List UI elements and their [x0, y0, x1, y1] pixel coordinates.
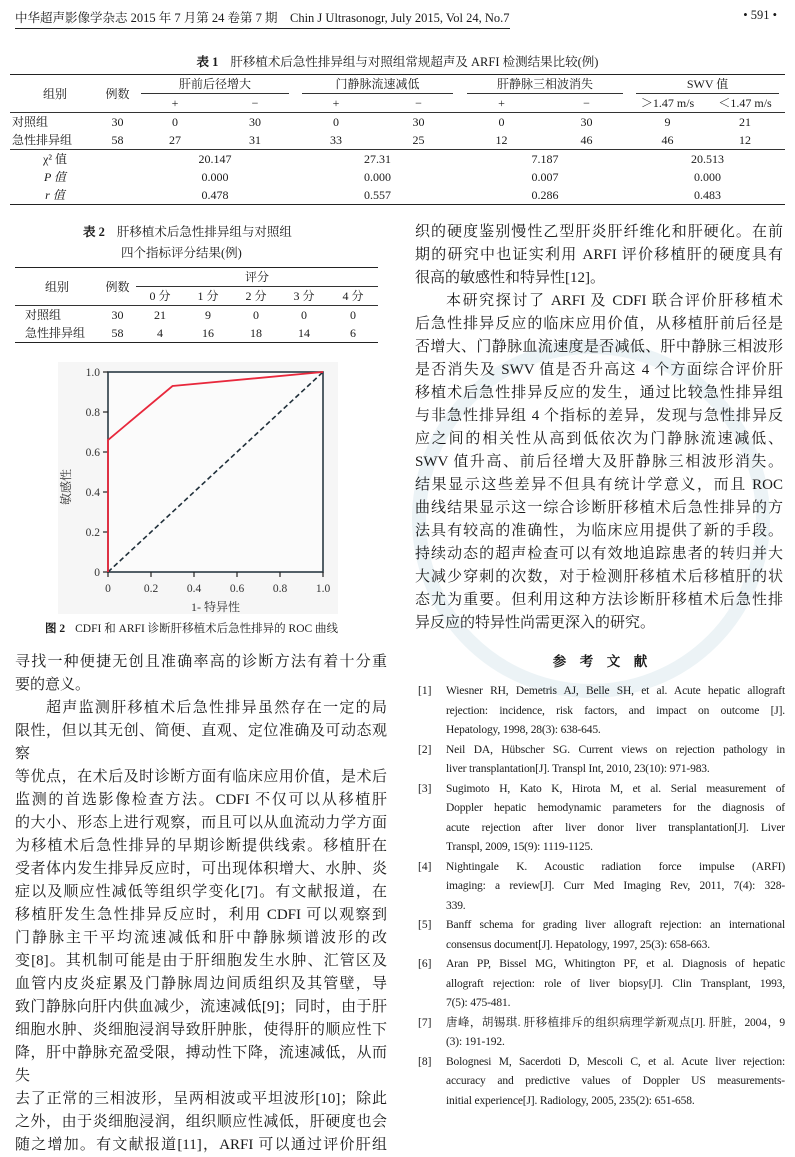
reference-number: [3]: [418, 782, 432, 795]
text-line: 的大小、形态上进行观察，而且可以从血流动力学方面: [15, 815, 387, 831]
cell: 30: [543, 113, 630, 132]
cell: 21: [136, 306, 184, 325]
row-label: 急性排异组: [25, 326, 86, 340]
text-line: 要的意义。: [15, 677, 91, 693]
text-line: SWV 值升高、前后径增大及肝静脉三相波形消失。: [415, 454, 783, 470]
reference-line: Aran PP, Bissel MG, Whitington PF, et al. Diagnosis of hepatic: [446, 958, 785, 970]
cell: 30: [377, 113, 460, 132]
figure-caption-text: CDFI 和 ARFI 诊断肝移植术后急性排异的 ROC 曲线: [75, 623, 339, 635]
table1-label: 表 1: [196, 55, 219, 69]
cell: 27.31: [295, 150, 460, 169]
y-tick-label: 0.2: [85, 527, 100, 539]
text-line: 法具有较高的准确性，为临床应用提供了新的手段。: [415, 523, 783, 539]
text-line: 期的研究中也证实利用 ARFI 评价移植肝的硬度具有: [415, 247, 783, 263]
reference-text: [446, 780, 785, 858]
sub-header: +: [171, 96, 179, 110]
sub-header: +: [498, 96, 505, 110]
text-line: 异反应的特异性尚需更深入的研究。: [415, 615, 656, 631]
row-label: r 值: [45, 188, 65, 202]
table1-caption: 肝移植术后急性排异组与对照组常规超声及 ARFI 检测结果比较(例): [230, 55, 599, 69]
cell: 0: [328, 306, 378, 325]
reference-line: Transpl, 2009, 15(9): 1119-1125.: [446, 841, 593, 853]
text-line: 门静脉主干平均流速减低和肝中静脉频谱波形的改: [15, 930, 387, 946]
reference-item: [418, 858, 785, 917]
cell: 12: [739, 133, 752, 147]
cell: 21: [705, 113, 785, 132]
text-line: 后急性排异反应的临床应用价值，从移植肝前后径是: [415, 316, 783, 332]
row-label: 急性排异组: [12, 133, 73, 147]
text-line: 曲线结果显示这一综合诊断肝移植术后急性排异的方: [415, 500, 783, 516]
text-line: 持续动态的超声检查可以有效地追踪患者的转归并大: [415, 546, 783, 562]
text-line: 降，肝中静脉充盈受限，搏动性下降，流速减低，从而失: [15, 1045, 387, 1084]
cell: 0: [280, 306, 328, 325]
reference-item: [418, 682, 785, 741]
cell: 25: [412, 133, 425, 147]
right-column-text: [415, 221, 783, 635]
reference-line: accuracy and predictive values of Doppler US measurements-: [446, 1075, 785, 1087]
reference-number: [8]: [418, 1055, 432, 1068]
sub-header: −: [415, 96, 422, 110]
figure-caption: [45, 620, 338, 636]
reference-line: rejection: incidence, risk factors, and impact on outcome [J].: [446, 704, 785, 717]
cell: 0.000: [364, 170, 392, 184]
text-line: 随之增加。有文献报道[11]，ARFI 可以通过评价肝组: [15, 1137, 387, 1153]
group4-label: SWV 值: [636, 75, 779, 94]
text-line: 寻找一种便捷无创且准确率高的诊断方法有着十分重: [15, 654, 387, 670]
cell: 20.513: [630, 150, 785, 169]
reference-number: [1]: [418, 685, 432, 697]
reference-number: [5]: [418, 919, 432, 931]
cell: 0.000: [694, 170, 722, 184]
text-line: 症以及顺应性减低等组织学变化[7]。有文献报道，在: [15, 884, 387, 900]
sub-header: −: [583, 96, 590, 110]
text-line: 血管内皮炎症累及门静脉周边间质组织及其管壁，导: [15, 976, 387, 992]
cell: 30: [100, 113, 135, 132]
x-tick-label: 0.8: [272, 583, 288, 595]
reference-line: Doppler hepatic hemodynamic parameters for the diagnosis of: [446, 802, 785, 814]
text-line: 是否消失及 SWV 值是否升高这 4 个方面综合评价肝: [415, 362, 783, 378]
cell: 0.557: [364, 188, 392, 202]
cell: 27: [169, 133, 181, 147]
reference-item: [418, 1014, 785, 1053]
x-tick-label: 1.0: [315, 583, 331, 595]
sub-header: 0 分: [149, 289, 171, 303]
text-line: 受者体内发生排异反应时，可出现体积增大、水肿、炎: [15, 861, 387, 877]
cell: 0: [460, 113, 543, 132]
roc-chart: [0, 0, 400, 640]
reference-line: 唐峰，胡锡琪. 肝移植排斥的组织病理学新观点[J]. 肝脏，2004，9: [446, 1016, 785, 1029]
text-line: 大减少穿刺的次数，对于检测肝移植术后移植肝的状: [415, 569, 783, 585]
row-label: χ² 值: [10, 150, 100, 169]
sub-header: ＜1.47 m/s: [718, 96, 772, 110]
cell: 0.483: [694, 188, 722, 202]
col-header-group4: [630, 75, 785, 95]
cell: 0.286: [531, 188, 559, 202]
x-tick-label: 0.2: [143, 583, 159, 595]
table2-label: 表 2: [83, 225, 105, 239]
text-line: 细胞水肿、炎细胞浸润导致肝肿胀，使得肝的顺应性下: [15, 1022, 387, 1038]
text-line: 态尤为重要。但利用这种方法诊断肝移植术后急性排: [415, 592, 783, 608]
x-tick-label: 0.6: [229, 583, 245, 595]
cell: 16: [202, 326, 214, 340]
reference-number: [7]: [418, 1016, 432, 1029]
x-tick-label: 0: [105, 583, 111, 595]
reference-line: Sugimoto H, Kato K, Hirota M, et al. Serial measurement of: [446, 782, 785, 795]
text-line: 结果显示这些差异不但具有统计学意义，而且 ROC: [415, 477, 783, 493]
cell: 30: [215, 113, 295, 132]
text-line: 超声监测肝移植术后急性排异虽然存在一定的局: [46, 700, 387, 716]
reference-text: [446, 858, 785, 917]
cell: 12: [495, 133, 508, 147]
cell: 0.007: [531, 170, 559, 184]
cell: 0: [295, 113, 377, 132]
reference-text: [446, 1053, 785, 1112]
reference-text: [446, 916, 785, 955]
reference-number: [4]: [418, 860, 432, 873]
sub-header: 2 分: [245, 289, 267, 303]
cell: 4: [157, 326, 163, 340]
reference-line: allograft rejection: role of liver biopsy[J]. Clin Transplant, 1993,: [446, 977, 785, 990]
text-line: 之外，由于炎细胞浸润，组织顺应性减低，肝硬度也会: [15, 1114, 387, 1130]
col-header-n: 例数: [105, 86, 130, 101]
y-tick-label: 0.6: [85, 447, 100, 459]
cell: 0.000: [201, 170, 229, 184]
reference-text: [446, 1014, 785, 1053]
col-header-n: 例数: [105, 279, 130, 294]
reference-item: [418, 1053, 785, 1112]
cell: 7.187: [460, 150, 630, 169]
reference-line: 339.: [446, 899, 466, 912]
reference-list: [418, 682, 785, 1111]
sub-header: −: [251, 96, 259, 110]
col-header-score: 评分: [136, 268, 378, 287]
cell: 9: [184, 306, 232, 325]
text-line: 监测的首选影像检查方法。CDFI 不仅可以从移植肝: [15, 792, 387, 808]
reference-item: [418, 916, 785, 955]
reference-line: Banff schema for grading liver allograft rejection: an international: [446, 919, 785, 931]
text-line: 为移植术后急性排异的早期诊断提供线索。移植肝在: [15, 838, 387, 854]
cell: 9: [630, 113, 705, 132]
cell: 58: [111, 133, 124, 147]
text-line: 织的硬度鉴别慢性乙型肝炎肝纤维化和肝硬化。在前: [415, 224, 783, 240]
reference-line: 7(5): 475-481.: [446, 997, 511, 1009]
reference-text: [446, 682, 785, 741]
running-header: 中华超声影像学杂志 2015 年 7 月第 24 卷第 7 期 Chin J Ultrasonogr, July 2015, Vol 24, No.7: [15, 8, 510, 29]
reference-item: [418, 780, 785, 858]
text-line: 否增大、门静脉血流速度是否减低、肝中静脉三相波形: [415, 339, 783, 355]
row-label: 对照组: [15, 306, 99, 325]
text-line: 与非急性排异组 4 个指标的差异，发现与急性排异反: [415, 408, 783, 424]
y-tick-label: 0.4: [85, 487, 100, 499]
text-line: 很高的敏感性和特异性[12]。: [415, 270, 605, 286]
y-tick-label: 0: [94, 567, 100, 579]
cell: 6: [350, 326, 357, 340]
row-label: 对照组: [10, 113, 100, 132]
sub-header: 1 分: [197, 289, 219, 303]
reference-line: initial experience[J]. Radiology, 2005, 235(2): 651-658.: [446, 1094, 695, 1107]
sub-header: 4 分: [342, 289, 364, 303]
text-line: 变[8]。其机制可能是由于肝细胞发生水肿、汇管区及: [15, 953, 387, 969]
reference-line: Hepatology, 1998, 28(3): 638-645.: [446, 724, 601, 736]
group1-label: 肝前后径增大: [141, 75, 288, 94]
cell: 18: [250, 326, 262, 340]
cell: 46: [580, 133, 593, 147]
reference-item: [418, 955, 785, 1014]
left-column-text: [15, 651, 387, 1157]
row-label: P 值: [43, 170, 67, 184]
text-line: 移植肝发生急性排异反应时，利用 CDFI 可以观察到: [15, 907, 387, 923]
reference-line: acute rejection after liver donor liver transplantation[J]. Liver: [446, 821, 785, 834]
col-header-group: 组别: [44, 279, 69, 294]
x-axis-label: 1- 特异性: [191, 600, 240, 614]
reference-line: consensus document[J]. Hepatology, 1997, 25(3): 658-663.: [446, 938, 710, 951]
sub-header: +: [332, 96, 340, 110]
reference-item: [418, 741, 785, 780]
sub-header: 3 分: [293, 289, 315, 303]
cell: 31: [249, 133, 261, 147]
reference-line: (3): 191-192.: [446, 1036, 505, 1048]
reference-line: liver transplantation[J]. Transpl Int, 2010, 23(10): 971-983.: [446, 763, 710, 775]
sub-header: ＞1.47 m/s: [640, 96, 695, 110]
reference-number: [2]: [418, 743, 432, 756]
reference-text: [446, 955, 785, 1014]
cell: 0.478: [201, 188, 229, 202]
text-line: 去了正常的三相波形，呈两相波或平坦波形[10]；除此: [15, 1091, 387, 1107]
table2-caption-line1: 肝移植术后急性排异组与对照组: [116, 225, 292, 239]
col-header-group: 组别: [42, 86, 67, 101]
cell: 20.147: [135, 150, 295, 169]
group3-label: 肝静脉三相波消失: [467, 75, 623, 94]
y-axis-label: 敏感性: [59, 468, 73, 506]
reference-line: Neil DA, Hübscher SG. Current views on rejection pathology in: [446, 743, 785, 756]
table2-caption-line2: 四个指标评分结果(例): [121, 246, 242, 260]
references-heading: 参 考 文 献: [552, 654, 648, 669]
cell: 33: [330, 133, 343, 147]
reference-line: imaging: a review[J]. Curr Med Imaging Rev, 2011, 7(4): 328-: [446, 880, 785, 892]
y-tick-label: 0.8: [85, 407, 100, 419]
text-line: 应之间的相关性从高到低依次为门静脉流速减低、: [415, 431, 783, 447]
reference-text: [446, 741, 785, 780]
cell: 0: [232, 306, 280, 325]
text-line: 移植术后急性排异反应的发生，通过比较急性排异组: [415, 385, 783, 401]
y-tick-label: 1.0: [85, 367, 100, 379]
cell: 0: [135, 113, 215, 132]
figure-label: 图 2: [45, 623, 66, 635]
reference-number: [6]: [418, 958, 432, 970]
page-number: • 591 •: [743, 8, 777, 22]
text-line: 本研究探讨了 ARFI 及 CDFI 联合评价肝移植术: [446, 293, 783, 309]
x-tick-label: 0.4: [186, 583, 202, 595]
text-line: 致门静脉向肝内供血减少，流速减低[9]；同时，由于肝: [15, 999, 387, 1015]
col-header-group3: [460, 75, 630, 95]
reference-line: Nightingale K. Acoustic radiation force impulse (ARFI): [446, 860, 785, 873]
cell: 58: [111, 326, 124, 340]
text-line: 限性，但以其无创、简便、直观、定位准确及可动态观察: [15, 723, 387, 762]
text-line: 等优点，在术后及时诊断方面有临床应用价值，是术后: [15, 769, 387, 785]
reference-line: Bolognesi M, Sacerdoti D, Mescoli C, et al. Acute liver rejection:: [446, 1055, 785, 1068]
cell: 30: [99, 306, 136, 325]
cell: 14: [298, 326, 310, 340]
group2-label: 门静脉流速减低: [302, 75, 454, 94]
cell: 46: [661, 133, 674, 147]
reference-line: Wiesner RH, Demetris AJ, Belle SH, et al. Acute hepatic allograft: [446, 685, 785, 697]
